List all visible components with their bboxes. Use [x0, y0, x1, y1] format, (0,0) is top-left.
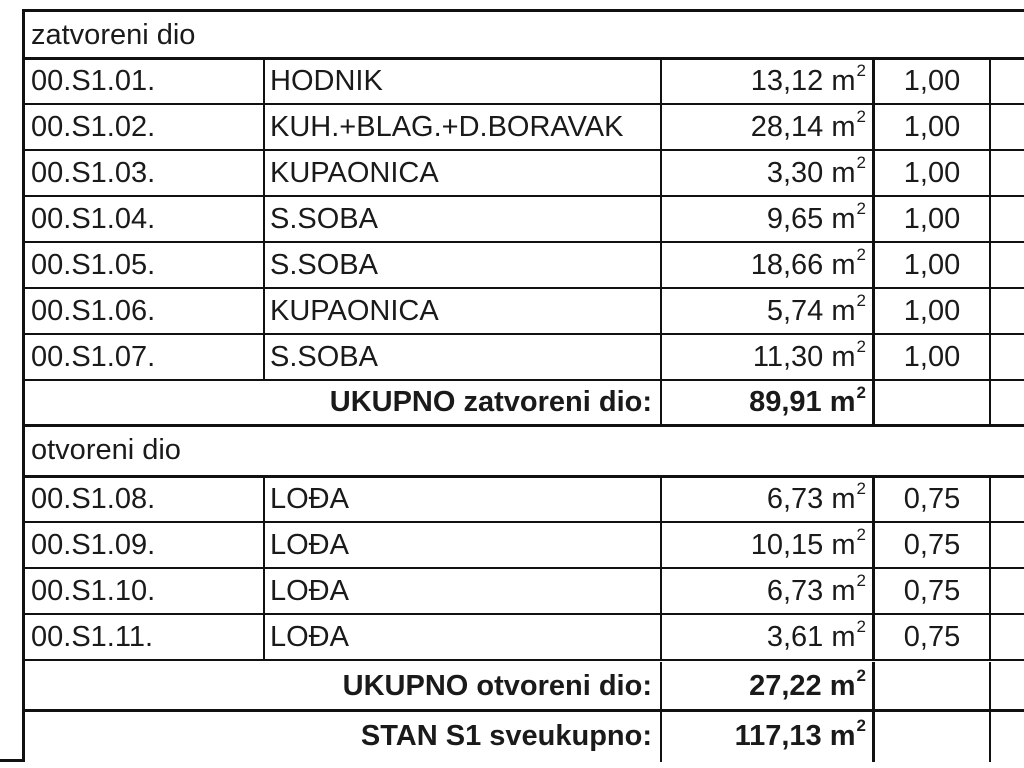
- area-unit-superscript: 2: [856, 337, 866, 356]
- room-code: 00.S1.05.: [31, 248, 156, 281]
- area-cell: [660, 58, 872, 104]
- area-unit-superscript: 2: [856, 291, 866, 310]
- empty-cell: [989, 196, 1024, 242]
- room-code: 00.S1.08.: [31, 482, 156, 515]
- room-code-cell: [25, 614, 263, 660]
- room-code: 00.S1.06.: [31, 294, 156, 327]
- area-value: 3,30: [766, 156, 824, 189]
- area-space: [823, 575, 831, 608]
- area-unit: m: [831, 202, 856, 235]
- area-space: [822, 386, 830, 419]
- empty-cell: [989, 710, 1024, 762]
- area-value: 10,15: [750, 528, 824, 561]
- room-code-cell: [25, 242, 263, 288]
- coefficient: 1,00: [903, 248, 961, 281]
- empty-cell: [989, 150, 1024, 196]
- room-code-cell: [25, 58, 263, 104]
- grand-total-row: [25, 710, 1024, 762]
- empty-cell: [989, 568, 1024, 614]
- area-cell: [660, 242, 872, 288]
- area-value: 11,30: [752, 340, 824, 373]
- area-value: 3,61: [766, 620, 824, 653]
- table-row: [25, 522, 1024, 568]
- area-unit: m: [831, 340, 856, 373]
- coefficient-cell: [872, 242, 989, 288]
- area-space: [823, 65, 831, 98]
- area-unit-superscript: 2: [856, 382, 866, 402]
- coefficient: 0,75: [903, 482, 961, 515]
- coefficient-cell: [872, 334, 989, 380]
- room-name-cell: [263, 242, 660, 288]
- area-value: 117,13: [734, 719, 822, 752]
- room-name: KUPAONICA: [270, 294, 439, 327]
- coefficient-cell: [872, 104, 989, 150]
- area-space: [822, 720, 830, 753]
- coefficient: 1,00: [903, 202, 961, 235]
- area-space: [823, 621, 831, 654]
- area-space: [823, 249, 831, 282]
- room-name-cell: [263, 522, 660, 568]
- area-unit: m: [831, 248, 856, 281]
- area-cell: [660, 104, 872, 150]
- room-code-cell: [25, 568, 263, 614]
- area-unit: m: [829, 386, 856, 418]
- table-row: [25, 568, 1024, 614]
- room-code: 00.S1.01.: [31, 64, 156, 97]
- room-name: HODNIK: [270, 64, 383, 97]
- room-name-cell: [263, 150, 660, 196]
- area-space: [823, 341, 831, 374]
- area-unit: m: [831, 110, 856, 143]
- area-cell: [660, 662, 872, 710]
- area-unit-superscript: 2: [856, 525, 866, 544]
- area-unit-superscript: 2: [856, 617, 866, 636]
- area-value: 18,66: [750, 248, 824, 281]
- room-code: 00.S1.03.: [31, 156, 156, 189]
- area-unit: m: [831, 294, 856, 327]
- room-code: 00.S1.04.: [31, 202, 156, 235]
- section-title: [25, 12, 1024, 58]
- total-label-cell: [25, 710, 660, 762]
- table-row: [25, 614, 1024, 660]
- area-space: [822, 670, 830, 703]
- area-unit-superscript: 2: [856, 571, 866, 590]
- area-value: 6,73: [766, 482, 824, 515]
- total-label: UKUPNO otvoreni dio:: [342, 669, 652, 702]
- empty-cell: [989, 662, 1024, 710]
- room-code-cell: [25, 150, 263, 196]
- coefficient-cell: [872, 58, 989, 104]
- room-name: LOĐA: [270, 482, 349, 515]
- area-cell: [660, 288, 872, 334]
- area-value: 27,22: [749, 669, 822, 702]
- area-cell: [660, 522, 872, 568]
- total-label: UKUPNO zatvoreni dio:: [329, 386, 652, 418]
- area-value: 13,12: [750, 64, 824, 97]
- area-cell: [660, 196, 872, 242]
- room-name-cell: [263, 476, 660, 522]
- room-name-cell: [263, 196, 660, 242]
- room-name-cell: [263, 614, 660, 660]
- area-cell: [660, 380, 872, 425]
- area-value: 9,65: [766, 202, 824, 235]
- area-unit-superscript: 2: [856, 245, 866, 264]
- room-code-cell: [25, 522, 263, 568]
- area-value: 89,91: [749, 386, 822, 418]
- room-name: LOĐA: [270, 620, 349, 653]
- area-value: 6,73: [766, 574, 824, 607]
- table-row: [25, 288, 1024, 334]
- room-code-cell: [25, 334, 263, 380]
- table-row: [25, 150, 1024, 196]
- area-unit: m: [831, 528, 856, 561]
- area-unit-superscript: 2: [856, 479, 866, 498]
- coefficient-cell: [872, 614, 989, 660]
- area-unit: m: [831, 482, 856, 515]
- total-label-cell: [25, 380, 660, 425]
- room-code-cell: [25, 104, 263, 150]
- room-code: 00.S1.02.: [31, 110, 156, 143]
- room-name: LOĐA: [270, 528, 349, 561]
- coefficient-cell: [872, 568, 989, 614]
- area-unit-superscript: 2: [856, 107, 866, 126]
- coefficient-cell: [872, 476, 989, 522]
- area-cell: [660, 710, 872, 762]
- room-code: 00.S1.09.: [31, 528, 156, 561]
- area-space: [823, 295, 831, 328]
- total-label-cell: [25, 662, 660, 710]
- empty-cell: [989, 104, 1024, 150]
- area-unit: m: [829, 719, 856, 752]
- area-cell: [660, 150, 872, 196]
- area-cell: [660, 614, 872, 660]
- empty-cell: [989, 522, 1024, 568]
- area-unit: m: [831, 64, 856, 97]
- room-code: 00.S1.10.: [31, 574, 156, 607]
- area-cell: [660, 334, 872, 380]
- empty-cell: [872, 710, 989, 762]
- coefficient: 1,00: [903, 64, 961, 97]
- room-name: S.SOBA: [270, 248, 378, 281]
- total-row-open: [25, 662, 1024, 710]
- empty-cell: [989, 380, 1024, 425]
- total-label: STAN S1 sveukupno:: [360, 719, 652, 752]
- coefficient-cell: [872, 522, 989, 568]
- room-name-cell: [263, 568, 660, 614]
- area-space: [823, 529, 831, 562]
- coefficient: 0,75: [903, 574, 961, 607]
- area-space: [823, 157, 831, 190]
- room-name: S.SOBA: [270, 202, 378, 235]
- room-name-cell: [263, 104, 660, 150]
- empty-cell: [989, 58, 1024, 104]
- area-unit-superscript: 2: [856, 153, 866, 172]
- area-value: 5,74: [766, 294, 824, 327]
- table-row: [25, 242, 1024, 288]
- area-table: [22, 9, 1024, 762]
- row-divider: [25, 659, 1024, 661]
- room-name: LOĐA: [270, 574, 349, 607]
- room-name-cell: [263, 334, 660, 380]
- total-row-closed: [25, 380, 1024, 425]
- room-name: KUH.+BLAG.+D.BORAVAK: [270, 110, 624, 143]
- coefficient-cell: [872, 196, 989, 242]
- section-title-text: otvoreni dio: [31, 434, 181, 466]
- empty-cell: [989, 614, 1024, 660]
- empty-cell: [989, 288, 1024, 334]
- area-cell: [660, 568, 872, 614]
- table-row: [25, 334, 1024, 380]
- coefficient: 1,00: [903, 156, 961, 189]
- room-code-cell: [25, 196, 263, 242]
- left-margin: [0, 9, 22, 762]
- area-unit: m: [831, 620, 856, 653]
- area-cell: [660, 476, 872, 522]
- room-code: 00.S1.11.: [31, 620, 154, 653]
- coefficient-cell: [872, 288, 989, 334]
- table-row: [25, 196, 1024, 242]
- area-space: [823, 483, 831, 516]
- empty-cell: [872, 380, 989, 425]
- room-name: S.SOBA: [270, 340, 378, 373]
- area-unit: m: [831, 156, 856, 189]
- area-unit: m: [831, 574, 856, 607]
- area-unit-superscript: 2: [856, 61, 866, 80]
- coefficient: 1,00: [903, 340, 961, 373]
- room-name-cell: [263, 288, 660, 334]
- empty-cell: [989, 334, 1024, 380]
- area-unit-superscript: 2: [856, 199, 866, 218]
- empty-cell: [872, 662, 989, 710]
- coefficient: 0,75: [903, 528, 961, 561]
- coefficient-cell: [872, 150, 989, 196]
- table-row: [25, 104, 1024, 150]
- section-title-open: [25, 425, 1024, 476]
- table-row: [25, 476, 1024, 522]
- area-unit: m: [829, 669, 856, 702]
- area-value: 28,14: [750, 110, 824, 143]
- coefficient: 0,75: [903, 620, 961, 653]
- coefficient: 1,00: [903, 294, 961, 327]
- room-code-cell: [25, 288, 263, 334]
- empty-cell: [989, 242, 1024, 288]
- room-name-cell: [263, 58, 660, 104]
- area-space: [823, 203, 831, 236]
- room-name: KUPAONICA: [270, 156, 439, 189]
- area-unit-superscript: 2: [856, 666, 866, 685]
- area-unit-superscript: 2: [856, 716, 866, 735]
- empty-cell: [989, 476, 1024, 522]
- room-code: 00.S1.07.: [31, 340, 156, 373]
- section-title-text: zatvoreni dio: [31, 18, 196, 51]
- room-code-cell: [25, 476, 263, 522]
- section-title: [25, 425, 1024, 476]
- table-row: [25, 58, 1024, 104]
- area-space: [823, 111, 831, 144]
- coefficient: 1,00: [903, 110, 961, 143]
- section-title-closed: [25, 12, 1024, 58]
